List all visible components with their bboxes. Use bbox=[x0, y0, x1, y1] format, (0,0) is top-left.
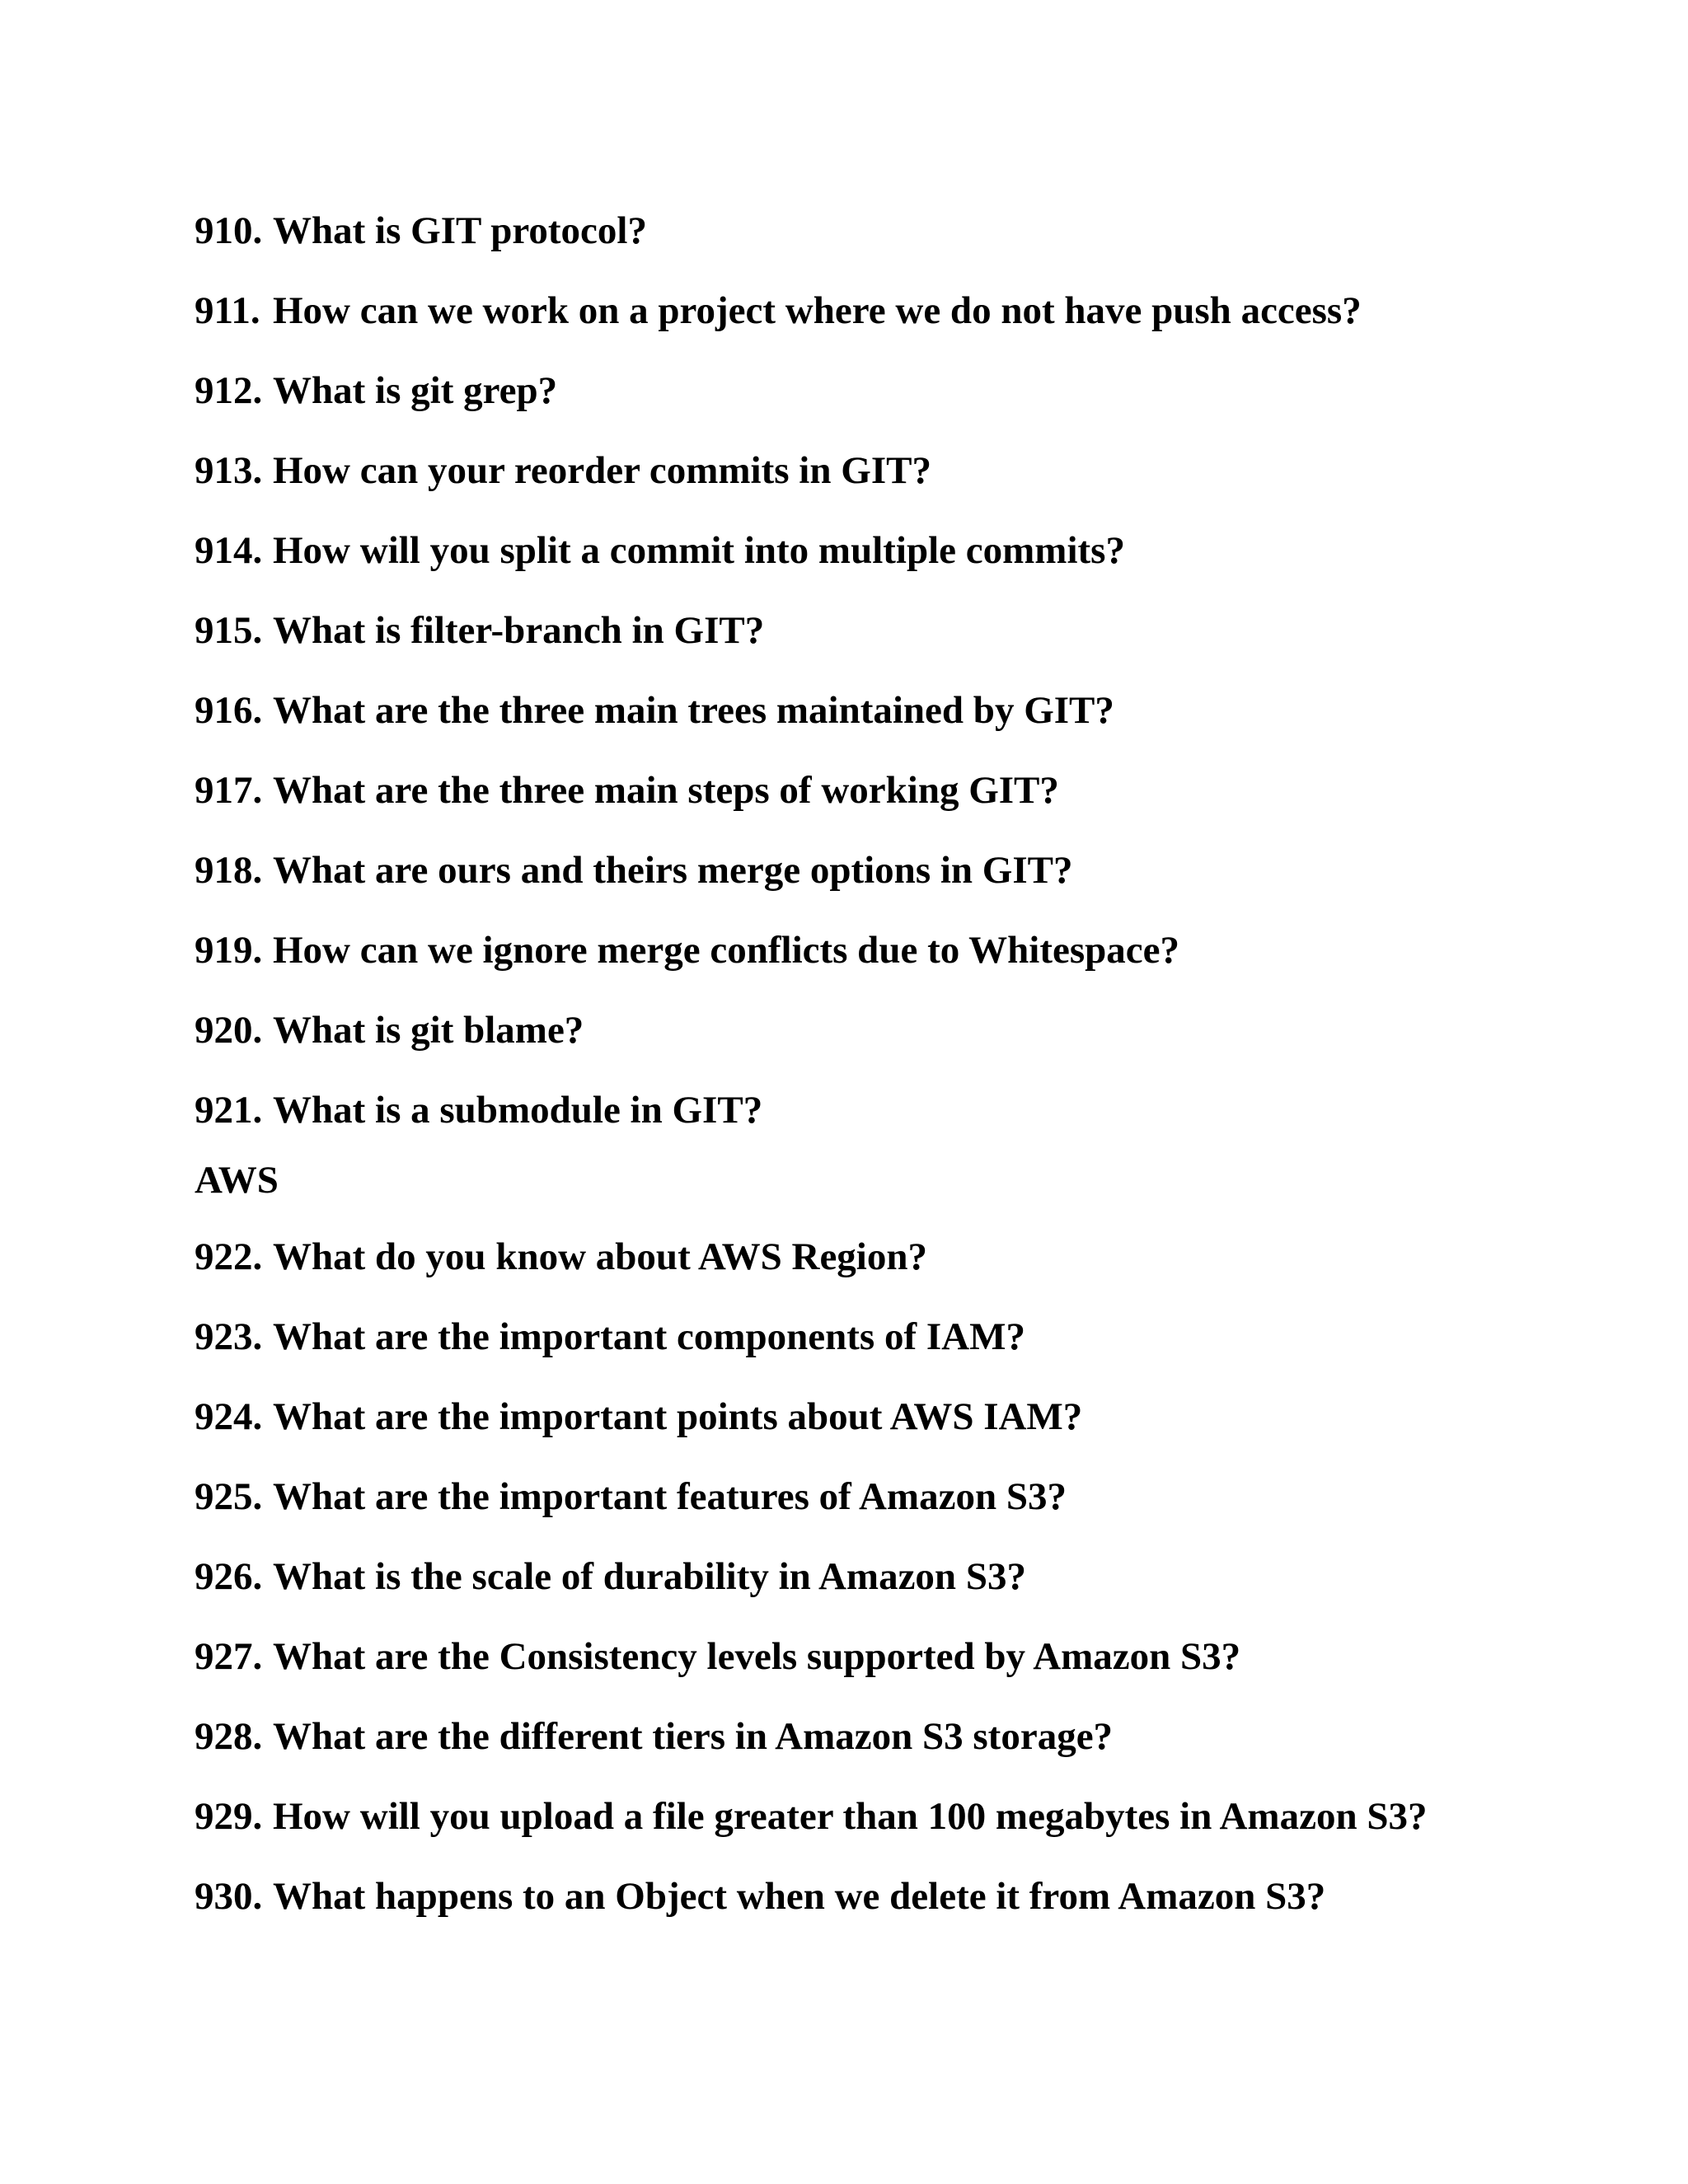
question-text: What are the three main trees maintained by GIT? bbox=[273, 689, 1114, 732]
question-text: How will you upload a file greater than 100 megabytes in Amazon S3? bbox=[273, 1795, 1428, 1838]
question-number: 922. bbox=[195, 1235, 263, 1278]
question-number: 919. bbox=[195, 929, 263, 972]
question-913 bbox=[195, 448, 1596, 494]
question-916 bbox=[195, 687, 1596, 733]
question-919 bbox=[195, 927, 1596, 973]
question-911 bbox=[195, 288, 1596, 334]
question-text: What is git blame? bbox=[273, 1009, 584, 1052]
question-920 bbox=[195, 1007, 1596, 1053]
question-text: How can your reorder commits in GIT? bbox=[273, 449, 931, 492]
question-text: What are the important points about AWS IAM? bbox=[273, 1395, 1083, 1438]
question-text: What is GIT protocol? bbox=[273, 209, 647, 252]
question-number: 918. bbox=[195, 849, 263, 892]
question-number: 930. bbox=[195, 1875, 263, 1918]
question-text: What are the important components of IAM? bbox=[273, 1315, 1025, 1358]
question-number: 924. bbox=[195, 1395, 263, 1438]
question-915 bbox=[195, 607, 1596, 654]
question-number: 916. bbox=[195, 689, 263, 732]
question-929 bbox=[195, 1793, 1596, 1840]
question-number: 921. bbox=[195, 1089, 263, 1132]
question-text: How will you split a commit into multiple commits? bbox=[273, 529, 1125, 572]
question-910 bbox=[195, 208, 1596, 254]
question-text: What is filter-branch in GIT? bbox=[273, 609, 765, 652]
question-921 bbox=[195, 1087, 1596, 1133]
question-number: 917. bbox=[195, 769, 263, 812]
question-923 bbox=[195, 1314, 1596, 1360]
question-number: 910. bbox=[195, 209, 263, 252]
question-number: 915. bbox=[195, 609, 263, 652]
question-text: What is the scale of durability in Amazon S3? bbox=[273, 1555, 1026, 1598]
question-text: How can we ignore merge conflicts due to Whitespace? bbox=[273, 929, 1179, 972]
question-number: 913. bbox=[195, 449, 263, 492]
question-text: What do you know about AWS Region? bbox=[273, 1235, 927, 1278]
question-number: 928. bbox=[195, 1715, 263, 1758]
question-number: 926. bbox=[195, 1555, 263, 1598]
question-number: 914. bbox=[195, 529, 263, 572]
question-927 bbox=[195, 1633, 1596, 1680]
section-heading-aws: AWS bbox=[195, 1159, 279, 1202]
question-number: 911. bbox=[195, 289, 260, 332]
question-922 bbox=[195, 1234, 1596, 1280]
question-text: What are the three main steps of working GIT? bbox=[273, 769, 1059, 812]
question-912 bbox=[195, 368, 1596, 414]
question-number: 929. bbox=[195, 1795, 263, 1838]
question-number: 923. bbox=[195, 1315, 263, 1358]
question-number: 920. bbox=[195, 1009, 263, 1052]
question-text: What is a submodule in GIT? bbox=[273, 1089, 763, 1132]
question-number: 927. bbox=[195, 1635, 263, 1678]
question-text: What are the important features of Amazon S3? bbox=[273, 1475, 1067, 1518]
question-text: What are the Consistency levels supported by Amazon S3? bbox=[273, 1635, 1241, 1678]
question-number: 925. bbox=[195, 1475, 263, 1518]
question-930 bbox=[195, 1873, 1596, 1919]
question-926 bbox=[195, 1554, 1596, 1600]
question-928 bbox=[195, 1713, 1596, 1760]
question-text: How can we work on a project where we do not have push access? bbox=[273, 289, 1362, 332]
question-925 bbox=[195, 1474, 1596, 1520]
question-918 bbox=[195, 847, 1596, 893]
question-number: 912. bbox=[195, 369, 263, 412]
question-text: What is git grep? bbox=[273, 369, 558, 412]
question-text: What happens to an Object when we delete it from Amazon S3? bbox=[273, 1875, 1326, 1918]
question-917 bbox=[195, 767, 1596, 813]
question-914 bbox=[195, 527, 1596, 574]
question-924 bbox=[195, 1394, 1596, 1440]
question-text: What are ours and theirs merge options in GIT? bbox=[273, 849, 1073, 892]
question-text: What are the different tiers in Amazon S3 storage? bbox=[273, 1715, 1114, 1758]
